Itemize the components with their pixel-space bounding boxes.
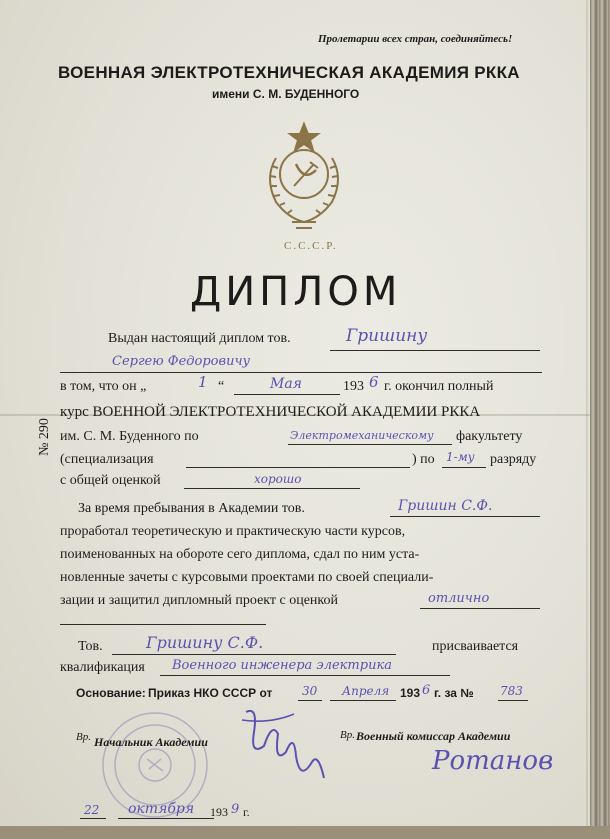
specialization-label: (специализация bbox=[60, 452, 154, 467]
commissar-prefix: Вр. bbox=[340, 729, 355, 741]
motto: Пролетарии всех стран, соединяйтесь! bbox=[318, 33, 513, 45]
ussr-emblem-icon bbox=[254, 118, 354, 234]
registration-number: № 290 bbox=[36, 418, 52, 456]
order-year-prefix: 193 bbox=[400, 686, 421, 700]
graduation-day: 1 bbox=[198, 373, 208, 391]
faculty-label: факультету bbox=[456, 429, 523, 444]
fill-line bbox=[60, 372, 542, 373]
issued-label: Выдан настоящий диплом тов. bbox=[108, 331, 291, 346]
issue-day: 22 bbox=[84, 803, 100, 817]
named-line: им. С. М. Буденного по bbox=[60, 429, 199, 444]
order-day: 30 bbox=[302, 684, 318, 698]
paragraph-line-4: зации и защитил дипломный проект с оценкой bbox=[60, 593, 339, 608]
project-grade: отлично bbox=[428, 591, 490, 606]
diploma-title: ДИПЛОМ bbox=[190, 269, 402, 315]
head-signature-icon bbox=[234, 702, 334, 794]
fill-line bbox=[330, 700, 396, 701]
emblem-label: С.С.С.Р. bbox=[284, 240, 338, 252]
head-label: Начальник Академии bbox=[94, 735, 208, 749]
category-value: 1-му bbox=[446, 450, 475, 464]
overall-grade: хорошо bbox=[254, 472, 302, 486]
during-name: Гришин С.Ф. bbox=[398, 498, 493, 514]
assigned-label: присваивается bbox=[432, 639, 519, 654]
commissar-label: Военный комиссар Академии bbox=[356, 729, 511, 743]
order-month: Апреля bbox=[342, 684, 390, 698]
graduation-year-digit: 6 bbox=[369, 373, 379, 391]
issue-year-prefix: 193 bbox=[210, 805, 228, 819]
graduation-year-prefix: 193 bbox=[343, 379, 364, 394]
tov-name: Гришину С.Ф. bbox=[146, 633, 264, 652]
recipient-surname: Гришину bbox=[346, 326, 428, 346]
fill-line bbox=[298, 700, 322, 701]
fill-line bbox=[118, 818, 214, 819]
academy-title: ВОЕННАЯ ЭЛЕКТРОТЕХНИЧЕСКАЯ АКАДЕМИЯ РККА bbox=[58, 63, 520, 82]
qualification-value: Военного инженера электрика bbox=[172, 658, 392, 673]
fold-line-vertical bbox=[586, 0, 588, 839]
fill-line bbox=[80, 818, 106, 819]
head-prefix: Вр. bbox=[76, 731, 91, 743]
fill-line bbox=[420, 608, 540, 609]
graduation-month: Мая bbox=[270, 376, 302, 392]
category-label: разряду bbox=[490, 452, 537, 467]
finished-label: г. окончил полный bbox=[384, 379, 494, 394]
course-line: курс ВОЕННОЙ ЭЛЕКТРОТЕХНИЧЕСКОЙ АКАДЕМИИ РККА bbox=[60, 404, 481, 420]
order-label: Приказ НКО СССР от bbox=[148, 686, 273, 700]
quote-close: “ bbox=[218, 379, 225, 394]
fill-line bbox=[160, 675, 450, 676]
basis-label: Основание: bbox=[76, 686, 146, 700]
qualification-label: квалификация bbox=[60, 660, 145, 675]
order-year-digit: 6 bbox=[422, 683, 431, 698]
paragraph-line-2: поименованных на обороте сего диплома, сдал по ним уста- bbox=[60, 547, 420, 562]
date-in-that-label: в том, что он „ bbox=[60, 379, 147, 394]
issue-month: октября bbox=[128, 801, 195, 817]
fill-line bbox=[442, 467, 486, 468]
faculty-name: Электромеханическому bbox=[290, 429, 434, 442]
recipient-first-names: Сергею Федоровичу bbox=[112, 354, 251, 369]
fill-line bbox=[234, 394, 340, 395]
named-after: имени С. М. БУДЕННОГО bbox=[212, 87, 360, 101]
order-num-label: г. за № bbox=[434, 686, 474, 700]
fill-line bbox=[184, 488, 360, 489]
fill-line bbox=[390, 516, 540, 517]
fill-line bbox=[60, 624, 266, 625]
issue-year-suffix: г. bbox=[243, 805, 250, 819]
page-edge-bottom bbox=[0, 826, 610, 839]
fill-line bbox=[498, 700, 528, 701]
specialization-close: ) по bbox=[412, 452, 435, 467]
tov-label: Тов. bbox=[78, 639, 103, 654]
grade-label: с общей оценкой bbox=[60, 473, 161, 488]
issue-year-digit: 9 bbox=[231, 802, 240, 817]
fill-line bbox=[330, 350, 540, 351]
order-number: 783 bbox=[500, 684, 523, 698]
fill-line bbox=[112, 654, 396, 655]
fill-line bbox=[186, 467, 410, 468]
paragraph-line-3: новленные зачеты с курсовыми проектами по своей специали- bbox=[60, 570, 434, 585]
during-label: За время пребывания в Академии тов. bbox=[78, 501, 305, 516]
commissar-signature: Ротанов bbox=[432, 746, 554, 776]
page-edge bbox=[590, 0, 610, 839]
fill-line bbox=[288, 444, 452, 445]
paragraph-line-1: проработал теоретическую и практическую части курсов, bbox=[60, 524, 406, 539]
